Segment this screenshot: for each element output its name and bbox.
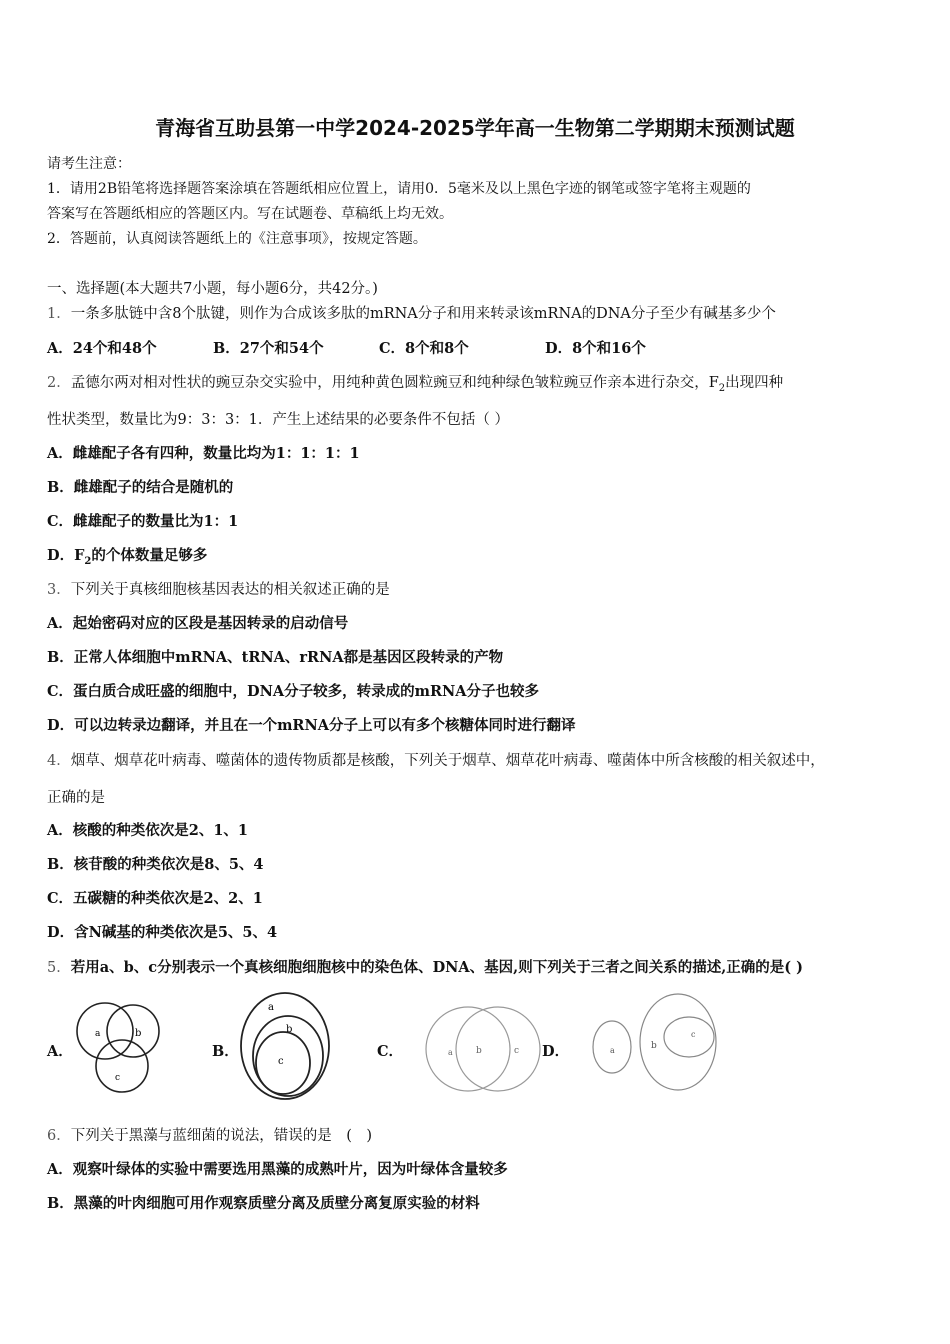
option-a[interactable]: A． [47, 1043, 73, 1060]
circle-c [96, 1040, 148, 1092]
question-number: 3． [47, 582, 71, 598]
question-2 [47, 371, 783, 394]
option-d[interactable]: D．8个和16个 [545, 340, 646, 357]
subscript: 2 [84, 555, 92, 567]
label-c: c [278, 1056, 284, 1067]
option-d[interactable]: D．含N碱基的种类依次是5、5、4 [47, 924, 278, 941]
question-stem-cont: 出现四种 [725, 375, 784, 391]
option-b[interactable]: B． [212, 1043, 239, 1060]
option-c[interactable]: C．蛋白质合成旺盛的细胞中，DNA分子较多，转录成的mRNA分子也较多 [47, 683, 540, 700]
label-b: b [476, 1046, 482, 1056]
notice-heading: 请考生注意： [47, 156, 131, 172]
page-title: 青海省互助县第一中学2024-2025学年高一生物第二学期期末预测试题 [155, 116, 795, 140]
option-b[interactable]: B．27个和54个 [213, 340, 324, 357]
option-c[interactable]: C．雌雄配子的数量比为1：1 [47, 513, 239, 530]
question-4-cont: 正确的是 [47, 790, 105, 806]
option-d[interactable]: D．可以边转录边翻译，并且在一个mRNA分子上可以有多个核糖体同时进行翻译 [47, 717, 576, 734]
label-c: c [691, 1030, 696, 1039]
question-5 [47, 956, 803, 977]
label-a: a [610, 1046, 615, 1055]
question-stem: 烟草、烟草花叶病毒、噬菌体的遗传物质都是核酸，下列关于烟草、烟草花叶病毒、噬菌体中所含核酸的相关叙述中， [70, 753, 825, 769]
notice-item-2: 2．答题前，认真阅读答题纸上的《注意事项》，按规定答题。 [47, 231, 427, 247]
option-b[interactable]: B．核苷酸的种类依次是8、5、4 [47, 856, 264, 873]
question-4 [47, 749, 825, 770]
option-c[interactable]: C．8个和8个 [379, 340, 469, 357]
circle-c [664, 1017, 714, 1057]
question-number: 6． [47, 1128, 71, 1144]
option-b[interactable]: B．雌雄配子的结合是随机的 [47, 479, 234, 496]
question-stem: 孟德尔两对相对性状的豌豆杂交实验中，用纯种黄色圆粒豌豆和纯种绿色皱粒豌豆作亲本进行杂交，F [70, 375, 719, 391]
notice-item-1a: 1．请用2B铅笔将选择题答案涂填在答题纸相应位置上，请用0．5毫米及以上黑色字迹的钢笔或签字笔将主观题的 [47, 181, 751, 197]
option-a[interactable]: A．雌雄配子各有四种，数量比均为1：1：1：1 [47, 445, 360, 462]
question-stem: 若用a、b、c分别表示一个真核细胞细胞核中的染色体、DNA、基因,则下列关于三者之间关系的描述,正确的是( ) [70, 959, 804, 976]
question-6 [47, 1124, 372, 1145]
label-a: a [95, 1029, 101, 1039]
label-b: b [651, 1041, 657, 1051]
circle-a [77, 1003, 133, 1059]
question-number: 2． [47, 375, 71, 391]
option-a[interactable]: A．核酸的种类依次是2、1、1 [47, 822, 249, 839]
option-a[interactable]: A．24个和48个 [47, 340, 157, 357]
option-a[interactable]: A．起始密码对应的区段是基因转录的启动信号 [47, 615, 349, 632]
option-b[interactable]: B．正常人体细胞中mRNA、tRNA、rRNA都是基因区段转录的产物 [47, 649, 504, 666]
label-c: c [115, 1073, 121, 1083]
label-b: b [135, 1028, 142, 1039]
option-d-text: 的个体数量足够多 [91, 547, 208, 564]
question-number: 5． [47, 960, 71, 976]
notice-item-1b: 答案写在答题纸相应的答题区内。写在试题卷、草稿纸上均无效。 [47, 206, 453, 222]
section-heading: 一、选择题(本大题共7小题，每小题6分，共42分。) [47, 281, 378, 297]
question-1 [47, 302, 776, 323]
option-a[interactable]: A．观察叶绿体的实验中需要选用黑藻的成熟叶片，因为叶绿体含量较多 [47, 1161, 508, 1178]
option-b[interactable]: B．黑藻的叶肉细胞可用作观察质壁分离及质壁分离复原实验的材料 [47, 1195, 480, 1212]
question-stem: 下列关于真核细胞核基因表达的相关叙述正确的是 [70, 582, 390, 598]
venn-diagram-d [588, 990, 720, 1096]
label-c: c [514, 1046, 520, 1056]
venn-diagram-a [70, 998, 170, 1098]
label-a: a [448, 1048, 453, 1057]
question-stem: 一条多肽链中含8个肽键，则作为合成该多肽的mRNA分子和用来转录该mRNA的DNA分子至少有碱基多少个 [70, 306, 776, 322]
option-d-prefix: D．F [47, 547, 85, 564]
question-number: 4． [47, 753, 71, 769]
option-c[interactable]: C． [377, 1043, 404, 1060]
label-a: a [268, 1002, 274, 1013]
label-b: b [286, 1024, 293, 1035]
question-number: 1． [47, 306, 71, 322]
venn-diagram-b [238, 990, 338, 1102]
question-2-cont: 性状类型，数量比为9：3：3：1．产生上述结果的必要条件不包括（ ） [47, 412, 510, 428]
option-d[interactable] [47, 544, 207, 567]
question-stem: 下列关于黑藻与蓝细菌的说法，错误的是 ( ) [70, 1128, 373, 1144]
option-d[interactable]: D． [542, 1043, 570, 1060]
option-c[interactable]: C．五碳糖的种类依次是2、2、1 [47, 890, 263, 907]
subscript: 2 [718, 382, 726, 394]
venn-diagram-c [422, 1003, 542, 1095]
question-1-options [47, 337, 646, 358]
question-3 [47, 578, 390, 599]
